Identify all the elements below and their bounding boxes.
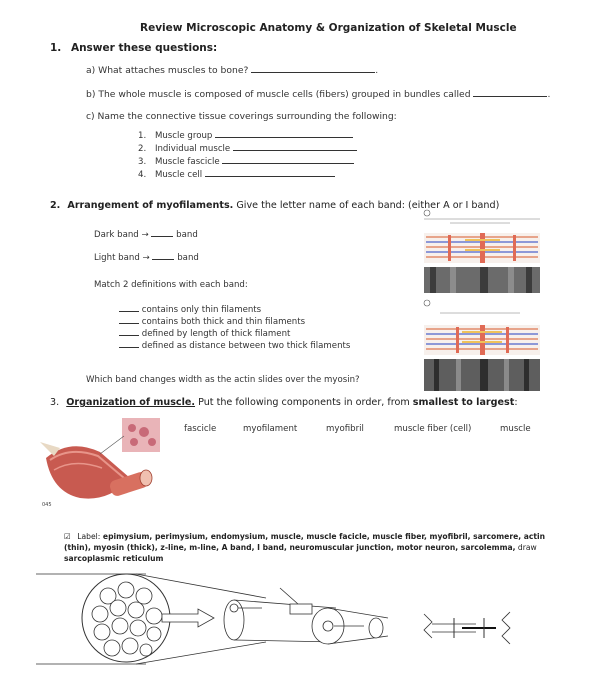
section-2-instructions: Give the letter name of each band: (either A or I band) bbox=[233, 200, 500, 211]
page-title: Review Microscopic Anatomy & Organization of Skeletal Muscle bbox=[140, 22, 517, 34]
definition-blank[interactable] bbox=[119, 302, 139, 312]
micrograph-relaxed bbox=[424, 267, 540, 293]
figure-code: 045 bbox=[42, 502, 52, 508]
definition-blank[interactable] bbox=[119, 326, 139, 336]
covering-item bbox=[138, 141, 357, 154]
covering-answer-line[interactable] bbox=[215, 128, 353, 138]
definition-text: defined by length of thick filament bbox=[141, 329, 291, 339]
match-prompt: Match 2 definitions with each band: bbox=[94, 280, 248, 290]
section-3-title: Organization of muscle. bbox=[66, 397, 196, 408]
band-word: band bbox=[177, 253, 199, 263]
covering-answer-line[interactable] bbox=[233, 141, 357, 151]
light-band-row bbox=[94, 250, 199, 263]
section-3-heading-end: : bbox=[514, 397, 518, 408]
section-2-number: 2. bbox=[50, 200, 61, 211]
definition-text: contains only thin filaments bbox=[141, 305, 262, 315]
section-1-heading bbox=[50, 42, 217, 54]
answer-line-a[interactable] bbox=[251, 63, 375, 73]
covering-item-label: Muscle cell bbox=[154, 170, 203, 180]
label-instructions bbox=[64, 531, 554, 564]
question-b-end: . bbox=[547, 89, 551, 100]
covering-item bbox=[138, 167, 335, 180]
component-muscle: muscle bbox=[500, 424, 531, 434]
dark-band-row bbox=[94, 227, 198, 240]
checkbox-icon: ☑ bbox=[64, 532, 71, 541]
label-terms: epimysium, perimysium, endomysium, muscle, muscle facicle, muscle fiber, myofibril, sarcomere, actin (thin), myosin (thick), z-line, m-line, A band, I band, neuromuscular junction, motor neuron, sarcolemma, bbox=[64, 532, 546, 552]
covering-item-label: Muscle fascicle bbox=[154, 157, 220, 167]
section-2-title: Arrangement of myofilaments. bbox=[67, 200, 234, 211]
section-3-heading bbox=[50, 397, 518, 408]
organization-diagram bbox=[36, 566, 566, 676]
covering-item-label: Individual muscle bbox=[154, 144, 231, 154]
question-c: c) Name the connective tissue coverings surrounding the following: bbox=[86, 111, 397, 122]
question-b-text: b) The whole muscle is composed of muscle cells (fibers) grouped in bundles called bbox=[86, 89, 471, 100]
covering-answer-line[interactable] bbox=[222, 154, 354, 164]
light-band-label: Light band bbox=[94, 253, 140, 263]
dark-band-blank[interactable] bbox=[151, 227, 173, 237]
covering-item-number: 2. bbox=[138, 144, 147, 154]
arrow-icon: → bbox=[141, 230, 149, 240]
definition-text: contains both thick and thin filaments bbox=[141, 317, 306, 327]
question-a-text: a) What attaches muscles to bone? bbox=[86, 65, 249, 76]
covering-item-number: 1. bbox=[138, 131, 147, 141]
question-a bbox=[86, 63, 378, 76]
band-question: Which band changes width as the actin slides over the myosin? bbox=[86, 375, 360, 385]
label-terms-2: sarcoplasmic reticulum bbox=[64, 554, 164, 563]
definition-row bbox=[119, 338, 350, 351]
label-draw-text: draw bbox=[515, 543, 537, 552]
light-band-blank[interactable] bbox=[152, 250, 174, 260]
sarcomere-diagram-relaxed bbox=[424, 210, 540, 263]
component-myofibril: myofibril bbox=[326, 424, 364, 434]
question-b bbox=[86, 87, 550, 100]
component-muscle-fiber: muscle fiber (cell) bbox=[394, 424, 472, 434]
micrograph-contracted bbox=[424, 359, 540, 391]
dark-band-label: Dark band bbox=[94, 230, 139, 240]
section-3-emphasis: smallest to largest bbox=[412, 397, 515, 408]
section-1-number: 1. bbox=[50, 42, 62, 54]
question-a-end: . bbox=[375, 65, 379, 76]
component-myofilament: myofilament bbox=[243, 424, 298, 434]
covering-item bbox=[138, 128, 353, 141]
covering-answer-line[interactable] bbox=[205, 167, 335, 177]
label-intro: Label: bbox=[77, 532, 101, 541]
component-fascicle: fascicle bbox=[184, 424, 217, 434]
definition-blank[interactable] bbox=[119, 338, 139, 348]
band-word: band bbox=[176, 230, 198, 240]
section-1-title: Answer these questions: bbox=[70, 42, 218, 54]
definition-blank[interactable] bbox=[119, 314, 139, 324]
covering-item-number: 3. bbox=[138, 157, 147, 167]
answer-line-b[interactable] bbox=[473, 87, 547, 97]
definition-text: defined as distance between two thick filaments bbox=[141, 341, 351, 351]
sarcomere-figure bbox=[420, 209, 542, 395]
covering-item-number: 4. bbox=[138, 170, 147, 180]
muscle-illustration bbox=[40, 418, 168, 514]
section-3-instructions: Put the following components in order, from bbox=[195, 397, 413, 408]
covering-item bbox=[138, 154, 354, 167]
sarcomere-diagram-contracted bbox=[424, 300, 540, 355]
arrow-icon: → bbox=[142, 253, 150, 263]
section-3-number: 3. bbox=[50, 397, 60, 408]
covering-item-label: Muscle group bbox=[154, 131, 213, 141]
